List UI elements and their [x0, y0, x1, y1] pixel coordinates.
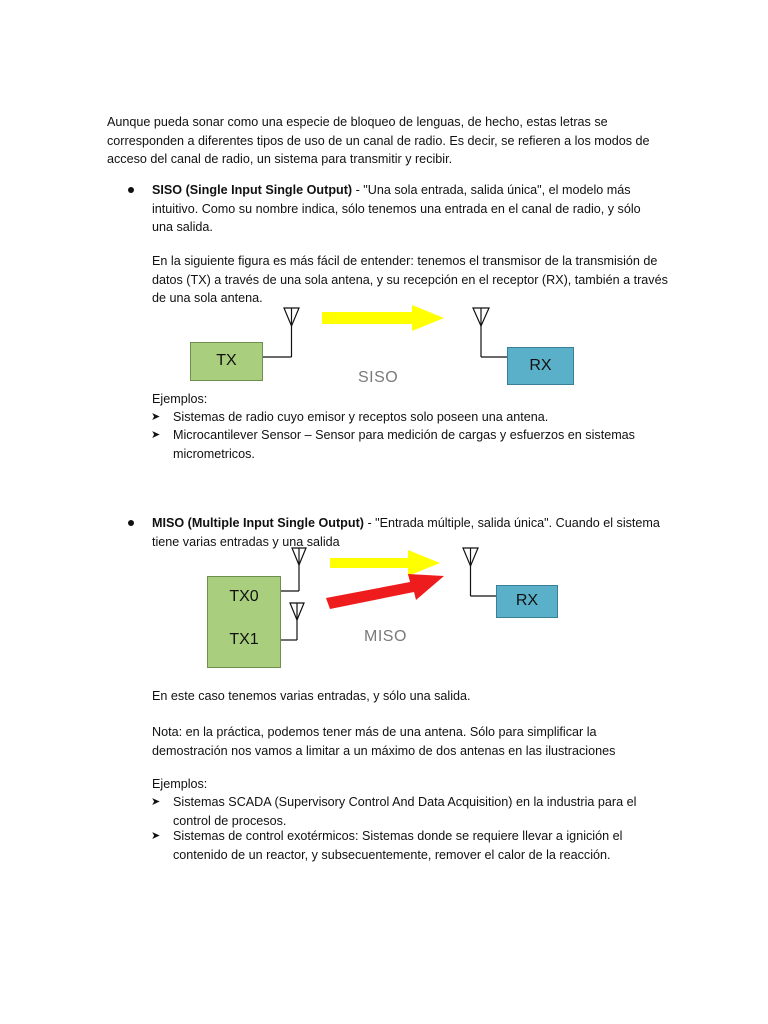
siso-figure-line: de una sola antena.: [152, 291, 263, 306]
arrow-right-icon: ➤: [151, 830, 161, 842]
miso-example-line: Sistemas de control exotérmicos: Sistemas donde se requiere llevar a ignición el: [173, 829, 623, 843]
miso-term: MISO (Multiple Input Single Output): [152, 516, 364, 530]
antenna-icon: [281, 548, 306, 591]
antenna-icon: [281, 603, 304, 640]
siso-line: una salida.: [152, 220, 213, 235]
tx0-label: TX0: [229, 588, 259, 605]
miso-examples-title: Ejemplos:: [152, 777, 208, 791]
rx-label: RX: [515, 592, 539, 610]
tx-label: TX: [216, 352, 237, 370]
miso-definition: - "Entrada múltiple, salida única". Cuando el sistema: [363, 516, 660, 530]
arrow-right-icon: ➤: [151, 429, 161, 441]
intro-line: Aunque pueda sonar como una especie de bloqueo de lenguas, de hecho, estas letras se: [107, 115, 608, 129]
antenna-icon: [463, 548, 496, 596]
siso-term: SISO (Single Input Single Output): [152, 183, 353, 197]
siso-definition: - "Una sola entrada, salida única", el modelo más: [352, 183, 631, 197]
siso-caption: SISO: [358, 369, 399, 386]
siso-example-line: Microcantilever Sensor – Sensor para medición de cargas y esfuerzos en sistemas: [173, 428, 635, 442]
rx-label: RX: [529, 356, 552, 374]
miso-example-item: [151, 827, 663, 864]
intro-line: corresponden a diferentes tipos de uso de un canal de radio. Es decir, se refieren a los modos de: [107, 133, 650, 148]
miso-note-line: demostración nos vamos a limitar a un máximo de dos antenas en las ilustraciones: [152, 743, 616, 758]
miso-note-line: Nota: en la práctica, podemos tener más de una antena. Sólo para simplificar la: [152, 725, 597, 739]
arrow-right-icon: ➤: [151, 411, 161, 423]
miso-after-line: En este caso tenemos varias entradas, y sólo una salida.: [152, 689, 471, 703]
siso-line: intuitivo. Como su nombre indica, sólo tenemos una entrada en el canal de radio, y sólo: [152, 201, 641, 216]
intro-line: acceso del canal de radio, un sistema para transmitir y recibir.: [107, 152, 453, 167]
miso-example-line: Sistemas SCADA (Supervisory Control And Data Acquisition) en la industria para el: [173, 795, 637, 809]
miso-example-line: control de procesos.: [173, 813, 287, 828]
arrow-right-icon: ➤: [151, 796, 161, 808]
miso-line: tiene varias entradas y una salida: [152, 534, 340, 549]
siso-examples-title: Ejemplos:: [152, 392, 208, 406]
siso-example-line: micrometricos.: [173, 446, 255, 461]
tx-box-multi: [207, 576, 281, 668]
miso-example-item: [151, 793, 663, 830]
signal-arrow-shape: [330, 550, 440, 576]
rx-box: [496, 585, 558, 618]
signal-arrow-shape: [326, 574, 444, 609]
siso-example-line: Sistemas de radio cuyo emisor y receptos solo poseen una antena.: [173, 410, 549, 424]
siso-figure-line: datos (TX) a través de una sola antena, y su recepción en el receptor (RX), también a través: [152, 272, 668, 287]
miso-note: [152, 723, 672, 760]
miso-caption: MISO: [364, 628, 407, 645]
tx1-label: TX1: [229, 631, 259, 648]
siso-figure-line: En la siguiente figura es más fácil de entender: tenemos el transmisor de la transmisión de: [152, 254, 658, 268]
miso-example-line: contenido de un reactor, y subsecuentemente, remover el calor de la reacción.: [173, 847, 611, 862]
